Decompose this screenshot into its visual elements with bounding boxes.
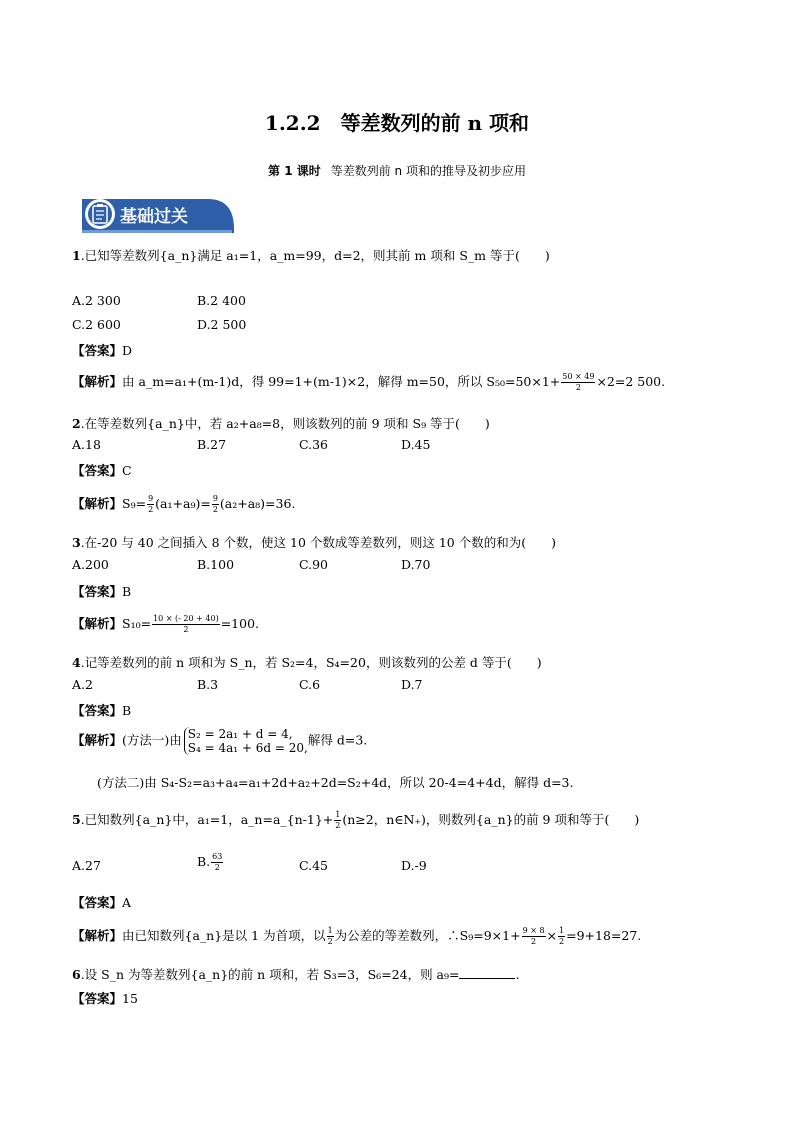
q5-option-c: C.45	[299, 858, 328, 873]
lesson-topic: 等差数列前 n 项和的推导及初步应用	[330, 164, 526, 178]
q4-option-d: D.7	[401, 677, 423, 692]
q1-analysis: 【解析】由 a_m=a₁+(m-1)d，得 99=1+(m-1)×2，解得 m=50，所以 S₅₀=50×1+ $\frac{50 \times 49}{2}$ ×2=2 500.	[72, 372, 666, 392]
q2-option-c: C.36	[299, 437, 328, 452]
question-5: 5.已知数列{a_n}中，a₁=1，a_n=a_{n-1}+ $\frac{1}{2}$ (n≥2，n∈N₊)，则数列{a_n}的前 9 项和等于( )	[72, 810, 640, 830]
lesson-label: 第 1 课时	[268, 164, 321, 178]
q1-option-a: A.2 300	[72, 293, 121, 308]
q4-answer: 【答案】B	[72, 703, 132, 718]
q4-analysis-method-2: (方法二)由 S₄-S₂=a₃+a₄=a₁+2d+a₂+2d=S₂+4d，所以 20-4=4+4d，解得 d=3.	[97, 775, 574, 790]
answer-blank	[459, 966, 515, 979]
question-6: 6.设 S_n 为等差数列{a_n}的前 n 项和，若 S₃=3，S₆=24，则 a₉= .	[72, 967, 520, 982]
q4-analysis-method-1: 【解析】(方法一)由 S₂ = 2a₁ + d = 4, S₄ = 4a₁ + 6d = 20, 解得 d=3.	[72, 727, 368, 755]
question-3: 3.在-20 与 40 之间插入 8 个数，使这 10 个数成等差数列，则这 10 个数的和为( )	[72, 535, 556, 550]
q5-analysis: 【解析】由已知数列{a_n}是以 1 为首项，以 $\frac{1}{2}$ 为公差的等差数列，∴S₉=9×1+ $\frac{9 \times 8}{2}$ × $\frac{1}{2}$ =9+18=27.	[72, 926, 642, 946]
q3-option-c: C.90	[299, 557, 328, 572]
q5-option-a: A.27	[72, 858, 101, 873]
q4-option-a: A.2	[72, 677, 93, 692]
q5-option-d: D.-9	[401, 858, 427, 873]
q3-option-d: D.70	[401, 557, 431, 572]
q1-option-d: D.2 500	[197, 317, 247, 332]
q3-analysis: 【解析】S₁₀= $\frac{10 \times (- 20 + 40)}{2}$ =100.	[72, 614, 259, 634]
q3-option-a: A.200	[72, 557, 109, 572]
q2-option-b: B.27	[197, 437, 227, 452]
q2-analysis: 【解析】S₉= $\frac{9}{2}$ (a₁+a₉)= $\frac{9}{2}$ (a₂+a₈)=36.	[72, 494, 296, 514]
q1-option-b: B.2 400	[197, 293, 246, 308]
q4-option-b: B.3	[197, 677, 219, 692]
section-badge	[78, 195, 234, 233]
question-1: 1.已知等差数列{a_n}满足 a₁=1，a_m=99，d=2，则其前 m 项和 S_m 等于( )	[72, 248, 550, 263]
q2-answer: 【答案】C	[72, 463, 132, 478]
fraction: $\frac{50 \times 49}{2}$	[562, 372, 595, 392]
q3-option-b: B.100	[197, 557, 235, 572]
question-2: 2.在等差数列{a_n}中，若 a₂+a₈=8，则该数列的前 9 项和 S₉ 等于( )	[72, 416, 490, 431]
q2-option-a: A.18	[72, 437, 101, 452]
q5-answer: 【答案】A	[72, 895, 132, 910]
q5-option-b: B. $\frac{63}{2}$	[197, 852, 223, 872]
q1-answer: 【答案】D	[72, 343, 133, 358]
q6-answer: 【答案】15	[72, 991, 138, 1006]
page-subtitle	[0, 162, 794, 179]
q1-option-c: C.2 600	[72, 317, 121, 332]
q3-answer: 【答案】B	[72, 584, 132, 599]
section-badge-label: 基础过关	[120, 207, 188, 227]
page-title: 1.2.2 等差数列的前 n 项和	[264, 111, 530, 135]
q4-option-c: C.6	[299, 677, 321, 692]
q2-option-d: D.45	[401, 437, 431, 452]
question-4: 4.记等差数列的前 n 项和为 S_n，若 S₂=4，S₄=20，则该数列的公差 d 等于( )	[72, 655, 542, 670]
